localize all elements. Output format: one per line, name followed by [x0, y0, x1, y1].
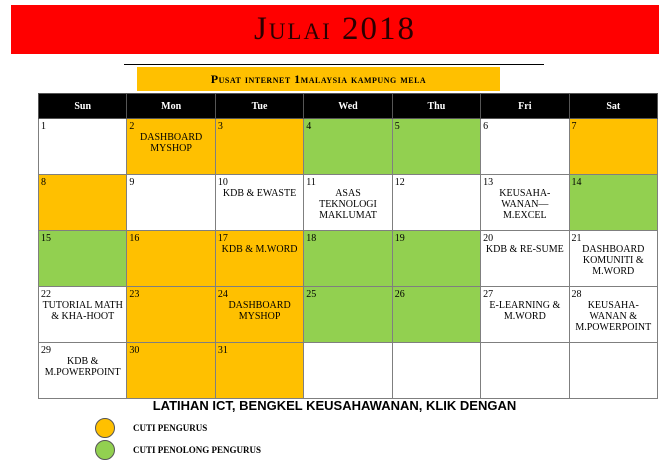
empty-cell: [481, 343, 569, 399]
subtitle: Pusat internet 1malaysia kampung mela: [210, 71, 427, 86]
event-label: DASHBOARD MYSHOP: [140, 132, 203, 154]
day-cell: [127, 231, 215, 287]
day-cell: [481, 119, 569, 175]
event-label: TUTORIAL MATH & KHA-HOOT: [42, 300, 123, 322]
day-cell: [392, 287, 480, 343]
day-cell: [39, 119, 127, 175]
day-number: 1: [41, 121, 46, 132]
empty-cell: [392, 343, 480, 399]
title-banner: [11, 5, 659, 54]
orange-dot-icon: [95, 418, 115, 438]
day-number: 8: [41, 177, 46, 188]
day-number: 18: [306, 233, 317, 244]
day-number: 4: [306, 121, 312, 132]
day-cell: [127, 175, 215, 231]
day-number: 2: [129, 121, 135, 132]
day-number: 25: [306, 289, 317, 300]
day-cell: [569, 287, 657, 343]
day-cell: [569, 119, 657, 175]
legend-label: CUTI PENGURUS: [133, 423, 208, 433]
event-label: KDB & RE-SUME: [485, 244, 564, 255]
day-cell: [127, 119, 215, 175]
page-title: Julai 2018: [253, 11, 417, 47]
day-cell: [215, 231, 303, 287]
day-number: 15: [41, 233, 51, 244]
event-label: KDB & EWASTE: [222, 188, 297, 199]
calendar-week-row: [39, 119, 658, 175]
day-number: 13: [483, 177, 494, 188]
day-number: 27: [483, 289, 494, 300]
green-dot-icon: [95, 440, 115, 460]
event-label: KEUSAHA-WANAN—M.EXCEL: [499, 188, 551, 221]
day-cell: [392, 119, 480, 175]
day-number: 22: [41, 289, 51, 300]
weekday-tue: Tue: [215, 94, 303, 119]
day-cell: [39, 231, 127, 287]
empty-cell: [569, 343, 657, 399]
calendar-week-row: [39, 175, 658, 231]
day-number: 24: [217, 289, 228, 300]
weekday-sat: Sat: [569, 94, 657, 119]
day-cell: [215, 119, 303, 175]
day-number: 23: [129, 289, 140, 300]
day-number: 7: [571, 121, 577, 132]
event-label: ASAS TEKNOLOGI MAKLUMAT: [319, 188, 377, 221]
event-label: KEUSAHA-WANAN & M.POWERPOINT: [575, 300, 652, 333]
day-cell: [392, 231, 480, 287]
weekday-header-row: [39, 94, 658, 119]
day-cell: [481, 175, 569, 231]
event-label: DASHBOARD KOMUNITI & M.WORD: [582, 244, 645, 277]
day-cell: [304, 175, 392, 231]
event-label: KDB & M.WORD: [221, 244, 298, 255]
divider: [124, 64, 544, 65]
calendar-week-row: [39, 343, 658, 399]
day-cell: [215, 175, 303, 231]
day-number: 28: [571, 289, 582, 300]
day-cell: [39, 287, 127, 343]
weekday-thu: Thu: [392, 94, 480, 119]
empty-cell: [304, 343, 392, 399]
day-cell: [127, 343, 215, 399]
day-cell: [569, 231, 657, 287]
day-number: 20: [483, 233, 494, 244]
legend-label: CUTI PENOLONG PENGURUS: [133, 445, 262, 455]
day-number: 19: [394, 233, 405, 244]
calendar-week-row: [39, 287, 658, 343]
day-number: 26: [394, 289, 405, 300]
day-cell: [304, 231, 392, 287]
day-number: 16: [129, 233, 140, 244]
day-number: 31: [217, 345, 228, 356]
calendar-week-row: [39, 231, 658, 287]
weekday-fri: Fri: [481, 94, 569, 119]
day-cell: [569, 175, 657, 231]
footer-title: LATIHAN ICT, BENGKEL KEUSAHAWANAN, KLIK DENGAN: [152, 398, 517, 413]
event-label: KDB & M.POWERPOINT: [44, 356, 121, 378]
day-cell: [127, 287, 215, 343]
day-cell: [481, 231, 569, 287]
weekday-wed: Wed: [304, 94, 392, 119]
legend-item-orange: [95, 418, 207, 438]
day-number: 6: [483, 121, 489, 132]
day-number: 9: [129, 177, 135, 188]
day-cell: [39, 343, 127, 399]
day-number: 10: [217, 177, 228, 188]
day-cell: [392, 175, 480, 231]
event-label: DASHBOARD MYSHOP: [228, 300, 291, 322]
day-cell: [215, 343, 303, 399]
day-cell: [304, 119, 392, 175]
weekday-mon: Mon: [127, 94, 215, 119]
legend-item-green: [95, 440, 261, 460]
day-number: 17: [217, 233, 228, 244]
event-label: E-LEARNING & M.WORD: [489, 300, 561, 322]
day-cell: [215, 287, 303, 343]
day-cell: [39, 175, 127, 231]
day-number: 3: [217, 121, 223, 132]
day-number: 5: [394, 121, 400, 132]
day-number: 14: [571, 177, 582, 188]
calendar-table: [38, 93, 658, 399]
day-number: 29: [41, 345, 51, 356]
day-number: 11: [306, 177, 316, 188]
day-cell: [304, 287, 392, 343]
day-number: 21: [571, 233, 582, 244]
day-number: 12: [394, 177, 405, 188]
day-cell: [481, 287, 569, 343]
day-number: 30: [129, 345, 140, 356]
subtitle-bar: [137, 67, 500, 91]
weekday-sun: Sun: [39, 94, 127, 119]
